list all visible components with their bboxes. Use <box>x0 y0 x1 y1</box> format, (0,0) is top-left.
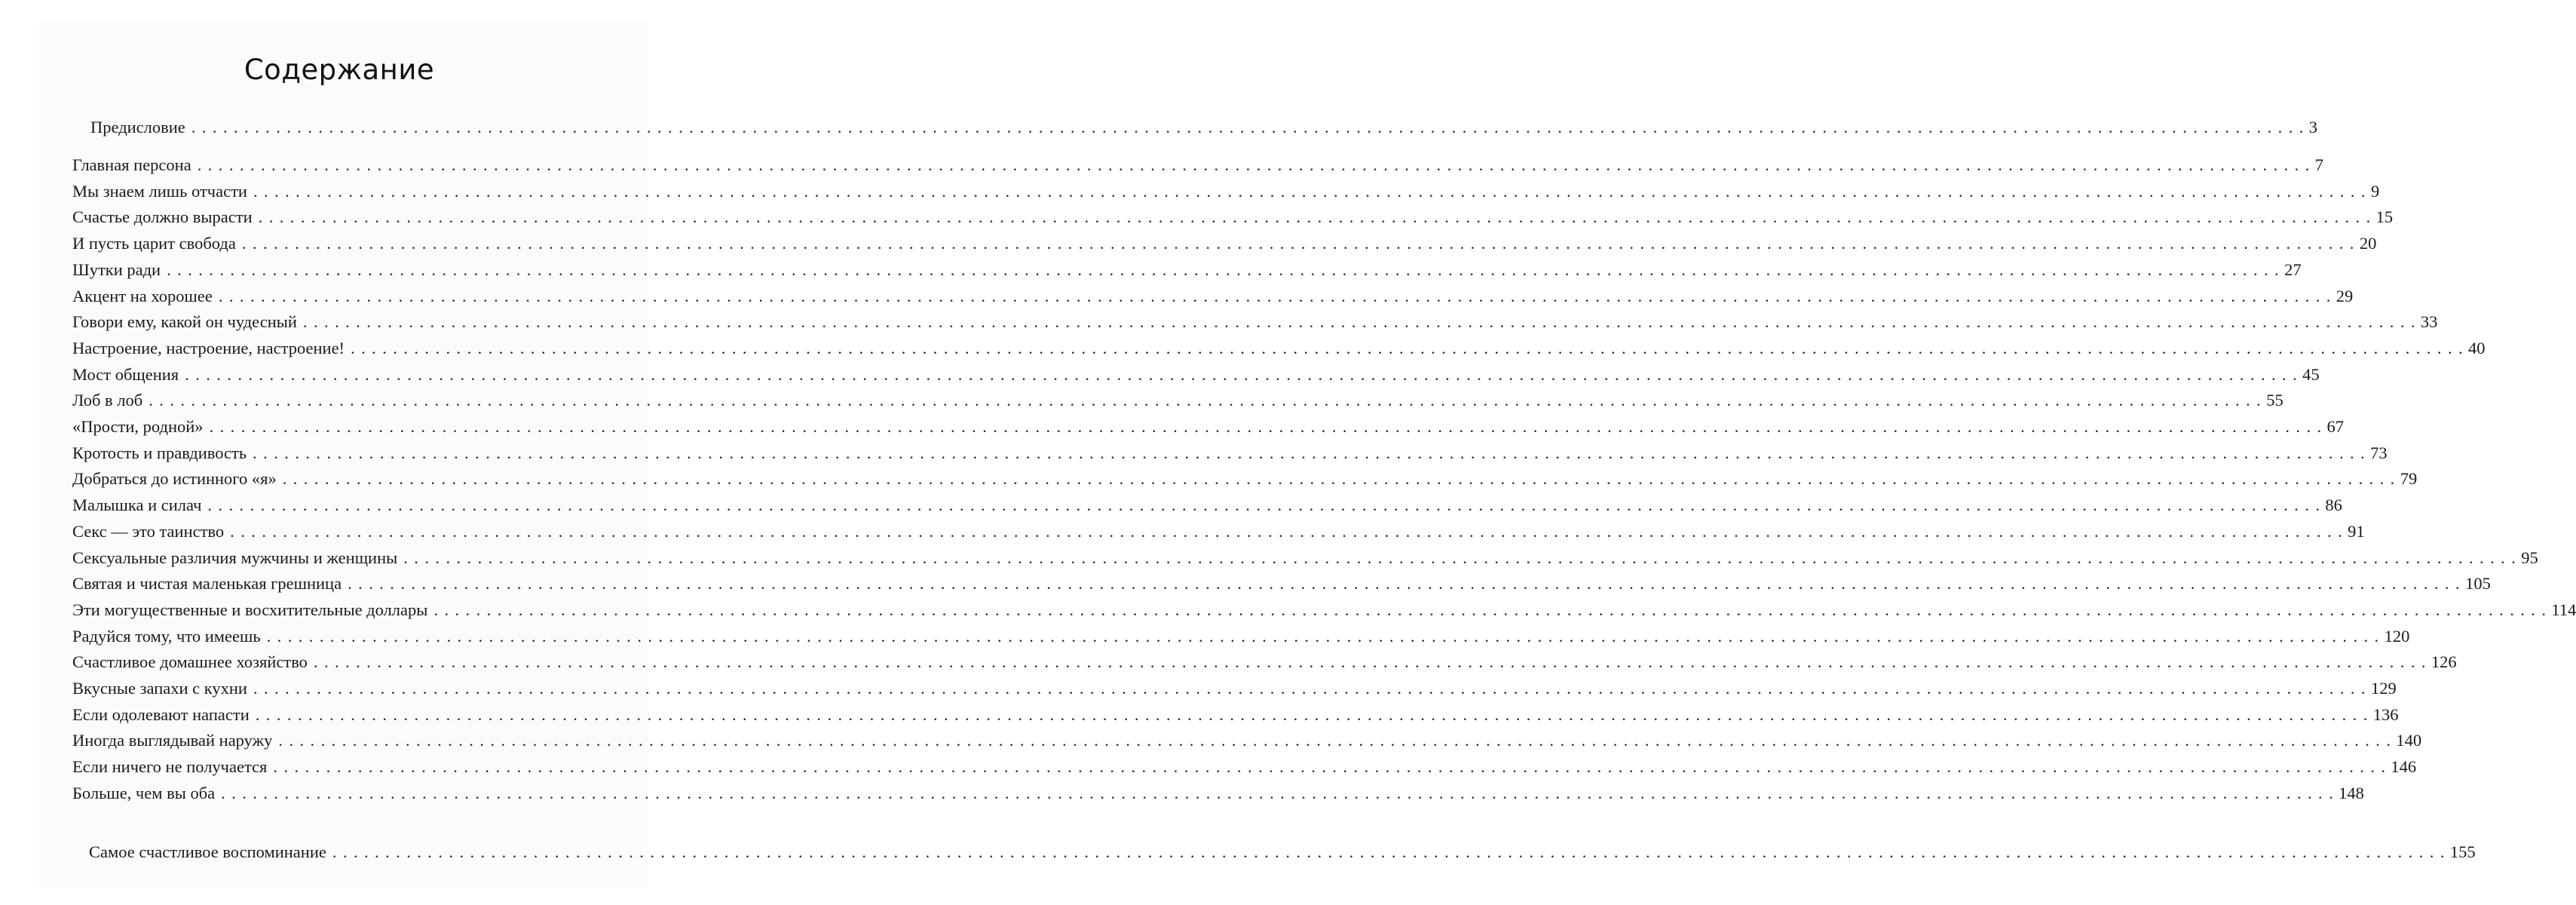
dot-leader: . . . . . . . . . . . . . . . . . . . . . . . . . . . . . . . . . . . . . . . . . . . . . . . . . . . . . . . . . . . . . . . . . . . . . . . . . . . . . . . . . . . . . . . . . . . . . . . . . . . . . . . . . . . . . . . . . . . . . . . . . . . . . . . . . . . . . . . . . . . . . . . . . . . . . . . . . . . . . . . . . . . . . . . . . . . . . . . . . . . . . . . . . . . . . . . . . . . . . . . . <box>433 600 2547 619</box>
toc-page-number: 148 <box>2339 783 2364 802</box>
toc-chapter <box>72 468 2418 490</box>
toc-entry-title: «Прости, родной» <box>72 417 204 436</box>
toc-chapter <box>72 389 2283 412</box>
dot-leader: . . . . . . . . . . . . . . . . . . . . . . . . . . . . . . . . . . . . . . . . . . . . . . . . . . . . . . . . . . . . . . . . . . . . . . . . . . . . . . . . . . . . . . . . . . . . . . . . . . . . . . . . . . . . . . . . . . . . . . . . . . . . . . . . . . . . . . . . . . . . . . . . . . . . . . . . . . . . . . . . . . . . . . . . . . . . . . . . . . . . . . . . . . . . . . . . . . . . . . . . <box>209 417 2323 436</box>
page-title: Содержание <box>244 53 435 86</box>
toc-chapter <box>72 625 2410 648</box>
toc-page-number: 140 <box>2396 731 2422 750</box>
dot-leader: . . . . . . . . . . . . . . . . . . . . . . . . . . . . . . . . . . . . . . . . . . . . . . . . . . . . . . . . . . . . . . . . . . . . . . . . . . . . . . . . . . . . . . . . . . . . . . . . . . . . . . . . . . . . . . . . . . . . . . . . . . . . . . . . . . . . . . . . . . . . . . . . . . . . . . . . . . . . . . . . . . . . . . . . . . . . . . . . . . . . . . . . . . . . . . . . . . . . . . . . <box>149 391 2262 410</box>
toc-page-number: 86 <box>2325 495 2342 515</box>
toc-chapter <box>72 232 2377 255</box>
toc-entry-title: Настроение, настроение, настроение! <box>72 338 345 357</box>
toc-page-number: 129 <box>2370 679 2397 698</box>
dot-leader: . . . . . . . . . . . . . . . . . . . . . . . . . . . . . . . . . . . . . . . . . . . . . . . . . . . . . . . . . . . . . . . . . . . . . . . . . . . . . . . . . . . . . . . . . . . . . . . . . . . . . . . . . . . . . . . . . . . . . . . . . . . . . . . . . . . . . . . . . . . . . . . . . . . . . . . . . . . . . . . . . . . . . . . . . . . . . . . . . . . . . . . . . . . . . . . . . . . . . . . . <box>258 207 2372 227</box>
dot-leader: . . . . . . . . . . . . . . . . . . . . . . . . . . . . . . . . . . . . . . . . . . . . . . . . . . . . . . . . . . . . . . . . . . . . . . . . . . . . . . . . . . . . . . . . . . . . . . . . . . . . . . . . . . . . . . . . . . . . . . . . . . . . . . . . . . . . . . . . . . . . . . . . . . . . . . . . . . . . . . . . . . . . . . . . . . . . . . . . . . . . . . . . . . . . . . . . . . . . . . . . <box>253 443 2366 462</box>
dot-leader: . . . . . . . . . . . . . . . . . . . . . . . . . . . . . . . . . . . . . . . . . . . . . . . . . . . . . . . . . . . . . . . . . . . . . . . . . . . . . . . . . . . . . . . . . . . . . . . . . . . . . . . . . . . . . . . . . . . . . . . . . . . . . . . . . . . . . . . . . . . . . . . . . . . . . . . . . . . . . . . . . . . . . . . . . . . . . . . . . . . . . . . . . . . . . . . . . . . . . . . . <box>253 181 2366 201</box>
dot-leader: . . . . . . . . . . . . . . . . . . . . . . . . . . . . . . . . . . . . . . . . . . . . . . . . . . . . . . . . . . . . . . . . . . . . . . . . . . . . . . . . . . . . . . . . . . . . . . . . . . . . . . . . . . . . . . . . . . . . . . . . . . . . . . . . . . . . . . . . . . . . . . . . . . . . . . . . . . . . . . . . . . . . . . . . . . . . . . . . . . . . . . . . . . . . . . . . . . . . . . . . <box>230 521 2344 541</box>
toc-page-number: 3 <box>2308 118 2318 137</box>
dot-leader: . . . . . . . . . . . . . . . . . . . . . . . . . . . . . . . . . . . . . . . . . . . . . . . . . . . . . . . . . . . . . . . . . . . . . . . . . . . . . . . . . . . . . . . . . . . . . . . . . . . . . . . . . . . . . . . . . . . . . . . . . . . . . . . . . . . . . . . . . . . . . . . . . . . . . . . . . . . . . . . . . . . . . . . . . . . . . . . . . . . . . . . . . . . . . . . . . . . . . . . . <box>253 679 2366 698</box>
toc-page-number: 9 <box>2370 181 2380 201</box>
toc-entry-title: Если одолевают напасти <box>72 704 250 724</box>
dot-leader: . . . . . . . . . . . . . . . . . . . . . . . . . . . . . . . . . . . . . . . . . . . . . . . . . . . . . . . . . . . . . . . . . . . . . . . . . . . . . . . . . . . . . . . . . . . . . . . . . . . . . . . . . . . . . . . . . . . . . . . . . . . . . . . . . . . . . . . . . . . . . . . . . . . . . . . . . . . . . . . . . . . . . . . . . . . . . . . . . . . . . . . . . . . . . . . . . . . . . . . . <box>403 548 2517 567</box>
toc-chapter <box>72 677 2397 700</box>
toc-chapter <box>72 756 2417 778</box>
toc-entry-title: Секс — это таинство <box>72 521 225 541</box>
toc-chapter <box>72 572 2491 595</box>
toc-entry-title: Вкусные запахи с кухни <box>72 679 247 698</box>
toc-chapter <box>72 206 2394 229</box>
toc-entry-title: Счастливое домашнее хозяйство <box>72 652 308 672</box>
toc-entry-title: Счастье должно вырасти <box>72 207 253 227</box>
toc-page-number: 40 <box>2468 338 2486 357</box>
toc-page-number: 146 <box>2391 757 2417 777</box>
dot-leader: . . . . . . . . . . . . . . . . . . . . . . . . . . . . . . . . . . . . . . . . . . . . . . . . . . . . . . . . . . . . . . . . . . . . . . . . . . . . . . . . . . . . . . . . . . . . . . . . . . . . . . . . . . . . . . . . . . . . . . . . . . . . . . . . . . . . . . . . . . . . . . . . . . . . . . . . . . . . . . . . . . . . . . . . . . . . . . . . . . . . . . . . . . . . . . . . . . . . . . . . <box>167 259 2280 279</box>
dot-leader: . . . . . . . . . . . . . . . . . . . . . . . . . . . . . . . . . . . . . . . . . . . . . . . . . . . . . . . . . . . . . . . . . . . . . . . . . . . . . . . . . . . . . . . . . . . . . . . . . . . . . . . . . . . . . . . . . . . . . . . . . . . . . . . . . . . . . . . . . . . . . . . . . . . . . . . . . . . . . . . . . . . . . . . . . . . . . . . . . . . . . . . . . . . . . . . . . . . . . . . . <box>221 783 2335 802</box>
dot-leader: . . . . . . . . . . . . . . . . . . . . . . . . . . . . . . . . . . . . . . . . . . . . . . . . . . . . . . . . . . . . . . . . . . . . . . . . . . . . . . . . . . . . . . . . . . . . . . . . . . . . . . . . . . . . . . . . . . . . . . . . . . . . . . . . . . . . . . . . . . . . . . . . . . . . . . . . . . . . . . . . . . . . . . . . . . . . . . . . . . . . . . . . . . . . . . . . . . . . . . . . <box>282 469 2396 489</box>
toc-chapter <box>72 180 2380 203</box>
dot-leader: . . . . . . . . . . . . . . . . . . . . . . . . . . . . . . . . . . . . . . . . . . . . . . . . . . . . . . . . . . . . . . . . . . . . . . . . . . . . . . . . . . . . . . . . . . . . . . . . . . . . . . . . . . . . . . . . . . . . . . . . . . . . . . . . . . . . . . . . . . . . . . . . . . . . . . . . . . . . . . . . . . . . . . . . . . . . . . . . . . . . . . . . . . . . . . . . . . . . . . . . <box>185 364 2299 384</box>
toc-page-number: 7 <box>2314 155 2323 174</box>
dot-leader: . . . . . . . . . . . . . . . . . . . . . . . . . . . . . . . . . . . . . . . . . . . . . . . . . . . . . . . . . . . . . . . . . . . . . . . . . . . . . . . . . . . . . . . . . . . . . . . . . . . . . . . . . . . . . . . . . . . . . . . . . . . . . . . . . . . . . . . . . . . . . . . . . . . . . . . . . . . . . . . . . . . . . . . . . . . . . . . . . . . . . . . . . . . . . . . . . . . . . . . . <box>313 652 2427 672</box>
toc-entry-title: Больше, чем вы оба <box>72 783 216 802</box>
toc-entry-title: И пусть царит свобода <box>72 234 236 253</box>
toc-page-number: 27 <box>2284 259 2302 279</box>
toc-page-number: 15 <box>2375 207 2394 227</box>
toc-chapter <box>72 651 2457 673</box>
toc-page-number: 91 <box>2348 521 2365 541</box>
toc-page-number: 136 <box>2372 704 2399 724</box>
dot-leader: . . . . . . . . . . . . . . . . . . . . . . . . . . . . . . . . . . . . . . . . . . . . . . . . . . . . . . . . . . . . . . . . . . . . . . . . . . . . . . . . . . . . . . . . . . . . . . . . . . . . . . . . . . . . . . . . . . . . . . . . . . . . . . . . . . . . . . . . . . . . . . . . . . . . . . . . . . . . . . . . . . . . . . . . . . . . . . . . . . . . . . . . . . . . . . . . . . . . . . . . <box>255 704 2369 724</box>
dot-leader: . . . . . . . . . . . . . . . . . . . . . . . . . . . . . . . . . . . . . . . . . . . . . . . . . . . . . . . . . . . . . . . . . . . . . . . . . . . . . . . . . . . . . . . . . . . . . . . . . . . . . . . . . . . . . . . . . . . . . . . . . . . . . . . . . . . . . . . . . . . . . . . . . . . . . . . . . . . . . . . . . . . . . . . . . . . . . . . . . . . . . . . . . . . . . . . . . . . . . . . . <box>302 312 2416 332</box>
toc-chapter <box>72 547 2538 569</box>
dot-leader: . . . . . . . . . . . . . . . . . . . . . . . . . . . . . . . . . . . . . . . . . . . . . . . . . . . . . . . . . . . . . . . . . . . . . . . . . . . . . . . . . . . . . . . . . . . . . . . . . . . . . . . . . . . . . . . . . . . . . . . . . . . . . . . . . . . . . . . . . . . . . . . . . . . . . . . . . . . . . . . . . . . . . . . . . . . . . . . . . . . . . . . . . . . . . . . . . . . . . . . . <box>273 757 2387 777</box>
toc-chapter <box>72 311 2438 333</box>
toc-page-number: 33 <box>2420 312 2438 332</box>
toc-chapter <box>72 337 2486 360</box>
toc-entry-title: Акцент на хорошее <box>72 286 213 305</box>
toc-entry-title: Главная персона <box>72 155 191 174</box>
toc-chapter <box>72 599 2576 621</box>
dot-leader: . . . . . . . . . . . . . . . . . . . . . . . . . . . . . . . . . . . . . . . . . . . . . . . . . . . . . . . . . . . . . . . . . . . . . . . . . . . . . . . . . . . . . . . . . . . . . . . . . . . . . . . . . . . . . . . . . . . . . . . . . . . . . . . . . . . . . . . . . . . . . . . . . . . . . . . . . . . . . . . . . . . . . . . . . . . . . . . . . . . . . . . . . . . . . . . . . . . . . . . . <box>351 338 2464 357</box>
dot-leader: . . . . . . . . . . . . . . . . . . . . . . . . . . . . . . . . . . . . . . . . . . . . . . . . . . . . . . . . . . . . . . . . . . . . . . . . . . . . . . . . . . . . . . . . . . . . . . . . . . . . . . . . . . . . . . . . . . . . . . . . . . . . . . . . . . . . . . . . . . . . . . . . . . . . . . . . . . . . . . . . . . . . . . . . . . . . . . . . . . . . . . . . . . . . . . . . . . . . . . . . <box>348 574 2461 594</box>
toc-chapter <box>72 729 2422 752</box>
toc-page-number: 29 <box>2336 286 2354 305</box>
toc-entry-title: Мост общения <box>72 364 179 384</box>
toc-page-number: 67 <box>2326 417 2345 436</box>
toc-entry-title: Если ничего не получается <box>72 757 268 777</box>
dot-leader: . . . . . . . . . . . . . . . . . . . . . . . . . . . . . . . . . . . . . . . . . . . . . . . . . . . . . . . . . . . . . . . . . . . . . . . . . . . . . . . . . . . . . . . . . . . . . . . . . . . . . . . . . . . . . . . . . . . . . . . . . . . . . . . . . . . . . . . . . . . . . . . . . . . . . . . . . . . . . . . . . . . . . . . . . . . . . . . . . . . . . . . . . . . . . . . . . . . . . . . . <box>218 286 2332 305</box>
toc-page-number: 55 <box>2266 391 2283 410</box>
dot-leader: . . . . . . . . . . . . . . . . . . . . . . . . . . . . . . . . . . . . . . . . . . . . . . . . . . . . . . . . . . . . . . . . . . . . . . . . . . . . . . . . . . . . . . . . . . . . . . . . . . . . . . . . . . . . . . . . . . . . . . . . . . . . . . . . . . . . . . . . . . . . . . . . . . . . . . . . . . . . . . . . . . . . . . . . . . . . . . . . . . . . . . . . . . . . . . . . . . . . . . . . <box>197 155 2311 174</box>
toc-chapter <box>72 285 2354 308</box>
toc-entry-title: Шутки ради <box>72 259 161 279</box>
toc-preface <box>90 116 2318 139</box>
toc-entry-title: Святая и чистая маленькая грешница <box>72 574 342 594</box>
toc-page-number: 126 <box>2431 652 2457 672</box>
toc-page-number: 95 <box>2521 548 2538 567</box>
toc-entry-title: Иногда выглядывай наружу <box>72 731 273 750</box>
toc-chapter <box>72 259 2302 281</box>
toc-afterword <box>89 841 2476 864</box>
toc-page-number: 155 <box>2449 842 2476 861</box>
dot-leader: . . . . . . . . . . . . . . . . . . . . . . . . . . . . . . . . . . . . . . . . . . . . . . . . . . . . . . . . . . . . . . . . . . . . . . . . . . . . . . . . . . . . . . . . . . . . . . . . . . . . . . . . . . . . . . . . . . . . . . . . . . . . . . . . . . . . . . . . . . . . . . . . . . . . . . . . . . . . . . . . . . . . . . . . . . . . . . . . . . . . . . . . . . . . . . . . . . . . . . . . <box>207 495 2321 515</box>
toc-entry-title: Радуйся тому, что имеешь <box>72 626 261 646</box>
toc-page-number: 79 <box>2400 469 2418 489</box>
toc-chapter <box>72 782 2364 805</box>
dot-leader: . . . . . . . . . . . . . . . . . . . . . . . . . . . . . . . . . . . . . . . . . . . . . . . . . . . . . . . . . . . . . . . . . . . . . . . . . . . . . . . . . . . . . . . . . . . . . . . . . . . . . . . . . . . . . . . . . . . . . . . . . . . . . . . . . . . . . . . . . . . . . . . . . . . . . . . . . . . . . . . . . . . . . . . . . . . . . . . . . . . . . . . . . . . . . . . . . . . . . . . . <box>191 118 2305 137</box>
toc-entry-title: Добраться до истинного «я» <box>72 469 277 489</box>
toc-page-number: 105 <box>2465 574 2491 594</box>
dot-leader: . . . . . . . . . . . . . . . . . . . . . . . . . . . . . . . . . . . . . . . . . . . . . . . . . . . . . . . . . . . . . . . . . . . . . . . . . . . . . . . . . . . . . . . . . . . . . . . . . . . . . . . . . . . . . . . . . . . . . . . . . . . . . . . . . . . . . . . . . . . . . . . . . . . . . . . . . . . . . . . . . . . . . . . . . . . . . . . . . . . . . . . . . . . . . . . . . . . . . . . . <box>266 626 2380 646</box>
toc-entry-title: Кротость и правдивость <box>72 443 247 462</box>
toc-page-number: 45 <box>2302 364 2320 384</box>
toc-page-number: 120 <box>2384 626 2410 646</box>
toc-chapter <box>72 442 2388 465</box>
toc-chapter <box>72 520 2365 543</box>
toc-chapter <box>72 416 2345 438</box>
dot-leader: . . . . . . . . . . . . . . . . . . . . . . . . . . . . . . . . . . . . . . . . . . . . . . . . . . . . . . . . . . . . . . . . . . . . . . . . . . . . . . . . . . . . . . . . . . . . . . . . . . . . . . . . . . . . . . . . . . . . . . . . . . . . . . . . . . . . . . . . . . . . . . . . . . . . . . . . . . . . . . . . . . . . . . . . . . . . . . . . . . . . . . . . . . . . . . . . . . . . . . . . <box>332 842 2446 861</box>
toc-entry-title: Лоб в лоб <box>72 391 143 410</box>
toc-entry-title: Малышка и силач <box>72 495 202 515</box>
toc-chapter <box>72 494 2342 517</box>
toc-entry-title: Самое счастливое воспоминание <box>89 842 326 861</box>
toc-chapter <box>72 364 2320 386</box>
toc-entry-title: Сексуальные различия мужчины и женщины <box>72 548 398 567</box>
toc-chapter <box>72 154 2323 176</box>
toc-entry-title: Эти могущественные и восхитительные доллары <box>72 600 428 619</box>
toc-entry-title: Предисловие <box>90 118 185 137</box>
toc-page-number: 114 <box>2551 600 2576 619</box>
toc-chapter <box>72 704 2399 726</box>
dot-leader: . . . . . . . . . . . . . . . . . . . . . . . . . . . . . . . . . . . . . . . . . . . . . . . . . . . . . . . . . . . . . . . . . . . . . . . . . . . . . . . . . . . . . . . . . . . . . . . . . . . . . . . . . . . . . . . . . . . . . . . . . . . . . . . . . . . . . . . . . . . . . . . . . . . . . . . . . . . . . . . . . . . . . . . . . . . . . . . . . . . . . . . . . . . . . . . . . . . . . . . . <box>278 731 2392 750</box>
toc-page-number: 20 <box>2359 234 2377 253</box>
toc-entry-title: Мы знаем лишь отчасти <box>72 181 247 201</box>
toc-entry-title: Говори ему, какой он чудесный <box>72 312 297 332</box>
dot-leader: . . . . . . . . . . . . . . . . . . . . . . . . . . . . . . . . . . . . . . . . . . . . . . . . . . . . . . . . . . . . . . . . . . . . . . . . . . . . . . . . . . . . . . . . . . . . . . . . . . . . . . . . . . . . . . . . . . . . . . . . . . . . . . . . . . . . . . . . . . . . . . . . . . . . . . . . . . . . . . . . . . . . . . . . . . . . . . . . . . . . . . . . . . . . . . . . . . . . . . . . <box>241 234 2355 253</box>
toc-page-number: 73 <box>2370 443 2388 462</box>
